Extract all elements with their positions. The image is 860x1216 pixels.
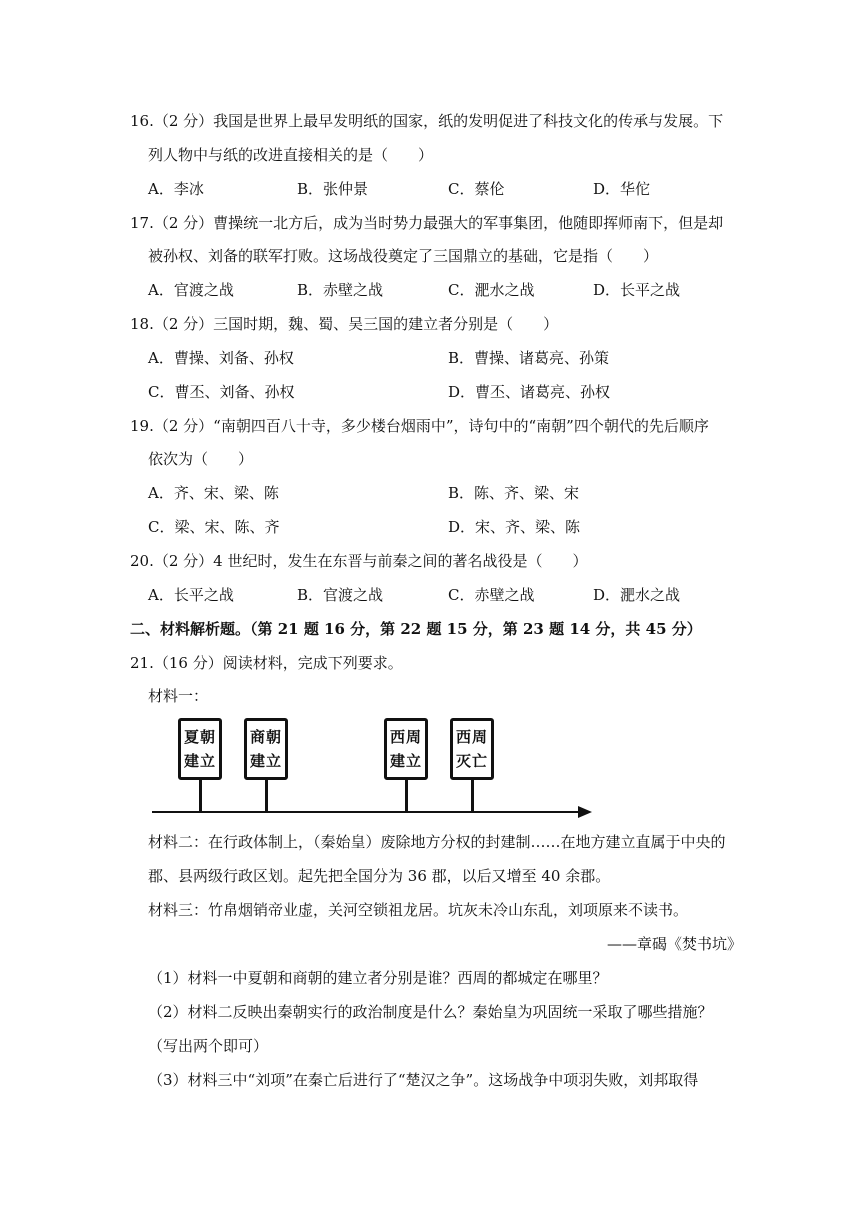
timeline-sign-line: 西周 bbox=[455, 728, 488, 746]
q18-stem: 18.（2 分）三国时期，魏、蜀、吴三国的建立者分别是（ ） bbox=[130, 315, 559, 333]
q18-option-d: D．曹丕、诸葛亮、孙权 bbox=[448, 383, 611, 401]
q17-stem-line1: 17.（2 分）曹操统一北方后，成为当时势力最强大的军事集团，他随即挥师南下，但是却 bbox=[130, 214, 724, 232]
timeline-pole bbox=[265, 780, 268, 812]
timeline-sign-shang-founded bbox=[244, 718, 288, 780]
timeline-sign-line: 灭亡 bbox=[455, 752, 488, 770]
timeline-sign-line: 商朝 bbox=[249, 728, 282, 746]
q19-stem-line2: 依次为（ ） bbox=[148, 450, 254, 468]
timeline-sign-line: 建立 bbox=[249, 752, 282, 770]
q20-option-a: A．长平之战 bbox=[148, 586, 234, 604]
q16-option-b: B．张仲景 bbox=[297, 180, 369, 198]
section-heading: 二、材料解析题。（第 21 题 16 分，第 22 题 15 分，第 23 题 14 分，共 45 分） bbox=[130, 620, 702, 638]
timeline-sign-line: 建立 bbox=[183, 752, 216, 770]
timeline-pole bbox=[405, 780, 408, 812]
q16-stem-line2: 列人物中与纸的改进直接相关的是（ ） bbox=[148, 146, 434, 164]
q18-option-c: C．曹丕、刘备、孙权 bbox=[148, 383, 295, 401]
timeline-arrow-icon bbox=[578, 806, 592, 818]
timeline-sign-line: 夏朝 bbox=[183, 728, 216, 746]
timeline-sign-line: 西周 bbox=[389, 728, 422, 746]
material3-text: 材料三：竹帛烟销帝业虚，关河空锁祖龙居。坑灰未冷山东乱，刘项原来不读书。 bbox=[148, 901, 689, 919]
q18-option-b: B．曹操、诸葛亮、孙策 bbox=[448, 349, 610, 367]
material1-label: 材料一： bbox=[148, 687, 209, 705]
timeline-pole bbox=[199, 780, 202, 812]
q20-stem: 20.（2 分）4 世纪时，发生在东晋与前秦之间的著名战役是（ ） bbox=[130, 552, 588, 570]
material2-line1: 材料二：在行政体制上，（秦始皇）废除地方分权的封建制……在地方建立直属于中央的 bbox=[148, 833, 726, 851]
q21-sub1: （1）材料一中夏朝和商朝的建立者分别是谁？西周的都城定在哪里？ bbox=[148, 969, 608, 987]
q16-stem-line1: 16.（2 分）我国是世界上最早发明纸的国家，纸的发明促进了科技文化的传承与发展。下 bbox=[130, 112, 724, 130]
q17-stem-line2: 被孙权、刘备的联军打败。这场战役奠定了三国鼎立的基础，它是指（ ） bbox=[148, 247, 659, 265]
timeline-sign-line: 建立 bbox=[389, 752, 422, 770]
q20-option-c: C．赤壁之战 bbox=[448, 586, 535, 604]
dynasty-timeline bbox=[150, 712, 600, 822]
q19-option-b: B．陈、齐、梁、宋 bbox=[448, 484, 580, 502]
timeline-axis bbox=[152, 811, 582, 813]
q17-option-b: B．赤壁之战 bbox=[297, 281, 384, 299]
timeline-pole bbox=[471, 780, 474, 812]
q17-option-d: D．长平之战 bbox=[593, 281, 681, 299]
q21-sub2-line2: （写出两个即可） bbox=[148, 1037, 269, 1055]
q21-sub2-line1: （2）材料二反映出秦朝实行的政治制度是什么？秦始皇为巩固统一采取了哪些措施？ bbox=[148, 1003, 713, 1021]
q19-option-c: C．梁、宋、陈、齐 bbox=[148, 518, 280, 536]
q18-option-a: A．曹操、刘备、孙权 bbox=[148, 349, 294, 367]
q19-option-d: D．宋、齐、梁、陈 bbox=[448, 518, 581, 536]
q19-option-a: A．齐、宋、梁、陈 bbox=[148, 484, 279, 502]
q19-stem-line1: 19.（2 分）“南朝四百八十寺，多少楼台烟雨中”，诗句中的“南朝”四个朝代的先后顺序 bbox=[130, 417, 709, 435]
q21-intro: 21.（16 分）阅读材料，完成下列要求。 bbox=[130, 654, 403, 672]
timeline-sign-western-zhou-founded bbox=[384, 718, 428, 780]
q20-option-b: B．官渡之战 bbox=[297, 586, 384, 604]
timeline-sign-western-zhou-fall bbox=[450, 718, 494, 780]
q17-option-a: A．官渡之战 bbox=[148, 281, 234, 299]
q20-option-d: D．淝水之战 bbox=[593, 586, 681, 604]
material2-line2: 郡、县两级行政区划。起先把全国分为 36 郡，以后又增至 40 余郡。 bbox=[148, 867, 611, 885]
q17-option-c: C．淝水之战 bbox=[448, 281, 535, 299]
q21-sub3: （3）材料三中“刘项”在秦亡后进行了“楚汉之争”。这场战争中项羽失败，刘邦取得 bbox=[148, 1071, 699, 1089]
q16-option-c: C．蔡伦 bbox=[448, 180, 505, 198]
timeline-sign-xia-founded bbox=[178, 718, 222, 780]
q16-option-d: D．华佗 bbox=[593, 180, 651, 198]
q16-option-a: A．李冰 bbox=[148, 180, 204, 198]
material3-source: ——章碣《焚书坑》 bbox=[606, 935, 742, 953]
